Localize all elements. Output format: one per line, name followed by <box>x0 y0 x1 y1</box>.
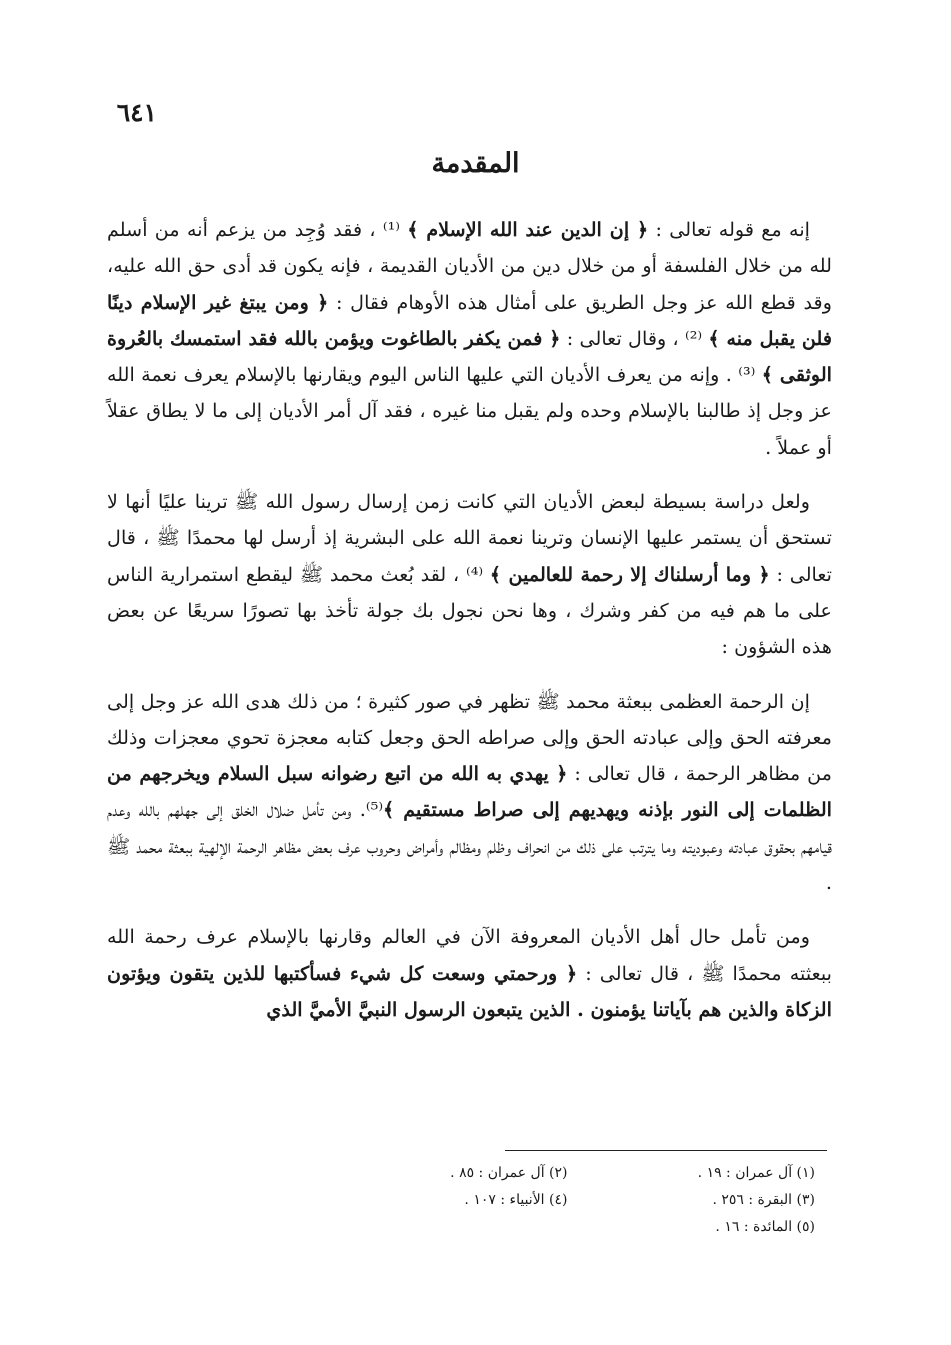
footnote: (٢) آل عمران : ٨٥ . <box>450 1165 568 1181</box>
chapter-title: المقدمة <box>431 148 520 179</box>
paragraph-2 <box>107 484 832 665</box>
text-run: إن الرحمة العظمى ببعثة محمد ﷺ تظهر في صور كثيرة ؛ من ذلك هدى الله عز وجل إلى معرفته الحق وإلى عبادته الحق وإلى صراطه الحق وجعل كتابه معجزة تحوي معجزات وذلك من مظاهر الرحمة ، قال تعالى : <box>107 689 832 786</box>
text-run: ⁽¹⁾ ، فقد وُجِد من يزعم أنه من أسلم لله من خلال الفلسفة أو من خلال دين من الأديان القديمة ، فإنه يكون قد أدى حق الله عليه، وقد قطع الله عز وجل الطريق على أمثال هذه الأوهام فقال : <box>107 218 832 314</box>
footnote-row <box>320 1214 815 1241</box>
text-run: ⁽³⁾ . وإنه من يعرف الأديان التي عليها الناس اليوم ويقارنها بالإسلام يعرف نعمة الله عز وجل إذ طالبنا بالإسلام وحده ولم يقبل منا غيره ، فقد آل أمر الأديان إلى ما لا يطاق عقلاً أو عملاً . <box>107 363 832 459</box>
footnote: (٤) الأنبياء : ١٠٧ . <box>464 1192 568 1208</box>
footnote-divider <box>505 1150 827 1151</box>
paragraph-4 <box>107 919 832 1028</box>
text-run: ⁽⁴⁾ ، لقد بُعث محمد ﷺ ليقطع استمرارية الناس على ما هم فيه من كفر وشرك ، وها نحن نجول بك جولة تأخذ بها تصورًا سريعًا عن بعض هذه الشؤون : <box>107 562 832 659</box>
quran-quote: ﴿ ومن يبتغ غير الإسلام دينًا فلن يقبل منه ﴾ <box>107 290 833 350</box>
quran-quote: ﴿ يهدي به الله من اتبع رضوانه سبل السلام ويخرجهم من الظلمات إلى النور بإذنه ويهديهم إلى صراط مستقيم ﴾ <box>107 762 832 822</box>
text-run: ولعل دراسة بسيطة لبعض الأديان التي كانت زمن إرسال رسول الله ﷺ ترينا عليًا أنها لا تستحق أن يستمر عليها الإنسان وترينا نعمة الله على البشرية إذ أرسل لها محمدًا ﷺ ، قال تعالى : <box>107 490 832 586</box>
quran-quote: ﴿ إن الدين عند الله الإسلام ﴾ <box>407 218 649 241</box>
quran-quote: ﴿ وما أرسلناك إلا رحمة للعالمين ﴾ <box>489 562 770 586</box>
page-number: ٦٤١ <box>116 98 157 127</box>
paragraph-3 <box>107 684 832 902</box>
footnote: (٥) المائدة : ١٦ . <box>715 1219 815 1235</box>
footnotes <box>320 1160 815 1241</box>
footnote: (١) آل عمران : ١٩ . <box>697 1165 815 1181</box>
text-run: ⁽⁵⁾. ومن تأمل ضلال الخلق إلى جهلهم بالله وعدم قيامهم بحقوق عبادته وعبوديته وما يترتب على ذلك من انحراف وظلم ومظالم وأمراض وحروب عرف بعض مظاهر الرحمة الإلهية ببعثة محمد ﷺ . <box>107 798 832 895</box>
text-run: ومن تأمل حال أهل الأديان المعروفة الآن في العالم وقارنها بالإسلام عرف رحمة الله ببعثته محمدًا ﷺ ، قال تعالى : <box>107 925 832 985</box>
quran-quote: ﴿ فمن يكفر بالطاغوت ويؤمن بالله فقد استمسك بالعُروة الوثقى ﴾ <box>107 326 832 387</box>
paragraph-1 <box>107 212 832 466</box>
body-text <box>107 212 832 1046</box>
text-run: إنه مع قوله تعالى : <box>648 218 810 241</box>
quran-quote: ﴿ ورحمتي وسعت كل شيء فسأكتبها للذين يتقون ويؤتون الزكاة والذين هم بآياتنا يؤمنون . الذين يتبعون الرسول النبيَّ الأميَّ الذي <box>107 961 832 1021</box>
footnote-row <box>320 1160 815 1187</box>
footnote <box>320 1214 568 1241</box>
footnote: (٣) البقرة : ٢٥٦ . <box>712 1192 815 1208</box>
text-run: ⁽²⁾ ، وقال تعالى : <box>560 326 709 350</box>
footnote-row <box>320 1187 815 1214</box>
